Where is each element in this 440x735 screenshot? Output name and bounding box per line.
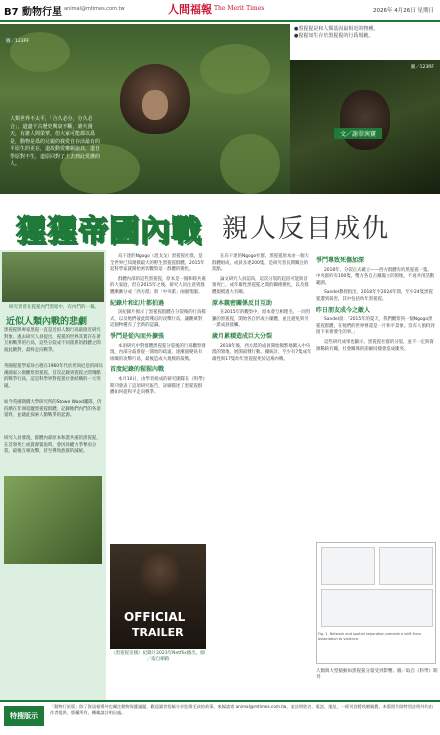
- article-paragraph: Sandel教授指出，2018年至2024年間，至少24隻黑猩猩遭到殺害，其中包括幼年黑猩猩。: [316, 290, 433, 302]
- left-sidebar-paragraph: 如今英國劍橋大學研究所的Stowe Wood團隊，仍持續在非洲追蹤黑猩猩群體，記錄牠們內鬥的各項資料，並藉此探索人類戰爭的起源。: [4, 400, 102, 419]
- footer-notice: 「動物行星版」除了資訊報導外也關注動物保護議題，歡迎讀者投稿分享您與毛孩的故事。來稿請寄 animal@mtimes.com.tw，並註明姓名、電話、地址，一經刊登將致贈稿費。本版照片除特別註明外均由作者提供，版權所有，轉載請註明出處。: [50, 704, 433, 715]
- article-paragraph: 論文研究人員認爲，這次分裂的起因可能與首領死亡、成年雄性黑猩猩之間的關係變化，以及群體規模過大有關。: [212, 276, 309, 295]
- article-paragraph: 本月10日，由學者組成的研究團隊在《科學》期刊發表了這項研究報告，詳細描述了黑猩猩群體如何從和平走向戰爭。: [110, 376, 205, 396]
- author-tag: 文／謝翠茜寶: [334, 128, 382, 139]
- article-paragraph: 這些研究成果也顯示，黑猩猩社群的分裂，並不一定與資源稀缺有關，社會關係的崩解同樣會造成衝突。: [316, 339, 434, 352]
- trailer-line-1: OFFICIAL: [124, 610, 186, 624]
- article-paragraph: 烏干達的Ngogo（恩戈戈）黑猩猩社群，是全世界已知規模最大的野生黑猩猩群體。2015年起科學家就開始密切觀察這一群體的變化。: [110, 254, 205, 273]
- article-paragraph: Sandel說：「2015年的夏天，我們觀察到一個Ngogo黑猩猩群體，在牠們的世界裡還是一片和平景象。沒有人預料到接下來會發生的事。」: [316, 317, 435, 336]
- research-figure: [316, 542, 436, 664]
- hero-caption: 人類世界不太平，「合久必分，分久必合」，道盡千古歷史興衰不斷，誰火漫天，有誰人間榮華，但大家可能都以爲是，動物是爲的兄親的我愛自存活最有的平原生的更在，道故動愛權願說其，道自學原對不生，道原回對了上去到此愛護的人。: [10, 116, 101, 167]
- headline-primary: 猩猩帝國內戰: [16, 214, 202, 249]
- article-paragraph: 2018年，分裂正式確立——西方群體有約黑猩猩一隻。中央群約有100隻。雙方各自占據獨立的領地，不再共用活動範圍。: [316, 267, 435, 286]
- top-right-credit: 圖／123RF: [410, 65, 434, 70]
- page-header: [0, 0, 440, 22]
- subheading: 昨日朋友成今之敵人: [316, 306, 371, 314]
- trailer-line-2: TRAILER: [132, 626, 184, 639]
- left-sidebar-photo: [2, 252, 104, 302]
- subheading: 首度紀錄的猩猩內戰: [110, 366, 165, 374]
- newspaper-logo: 人間福報: [168, 3, 212, 16]
- subheading: 歲月累積造成巨大分裂: [212, 332, 273, 340]
- headline-secondary: 親人反目成仇: [222, 214, 391, 244]
- trailer-caption: 《黑猩猩帝國》紀錄片2023年Netflix播出。圖／取自網路: [111, 651, 205, 662]
- footer-badge: 特搜版示: [4, 706, 44, 726]
- section-email[interactable]: animal@mtimes.com.tw: [64, 6, 125, 12]
- newspaper-logo-en: The Merit Times: [214, 5, 265, 12]
- article-paragraph: 2018年後，西方派的成員開始頻繁地闖入中央派的領地，展開殺戮行動。據統計，至少有7隻成年雄性與17隻幼年黑猩猩死於這場內戰。: [212, 343, 312, 362]
- issue-date: 2026年 4月26日 星期日: [373, 8, 434, 14]
- article-column-4: [316, 254, 436, 356]
- left-sidebar-photo-caption: 研究者曾在猩猩內鬥黑暗中，有內鬥的一幕。: [9, 305, 99, 310]
- chimp-face-illustration: [340, 90, 390, 150]
- figure-title: Fig. 1. Network and spatial separation precede a shift from association to violence.: [318, 632, 421, 641]
- article-paragraph: 在烏干達的Ngogo社群，黑猩猩原本由一個大群體組成，成員多達200隻，是研究者長期關注的焦點。: [212, 254, 309, 273]
- article-column-2: [110, 254, 206, 400]
- subheading: 爭鬥專致死傷加深: [316, 257, 365, 264]
- section-title: B7 動物行星: [4, 7, 63, 18]
- hero-photo: [0, 24, 290, 194]
- article-paragraph: 群體內部的這些黑猩猩，原本是一個和睦共處的大家庭，但在2015年之後，研究人員注意到群體漸漸分成「西方派」與「中央派」兩個集團。: [110, 276, 206, 295]
- subheading: 爭鬥是從內而外擴張: [110, 332, 165, 340]
- chimp-portrait-illustration: [140, 550, 180, 600]
- hero-credit: 圖／123RF: [6, 39, 30, 44]
- article-paragraph: 該紀錄片揭示了黑猩猩群體在分裂後的行爲模式，以及牠們彼此間殘忍的攻擊行爲，讓觀眾對這個物種有了全新的認識。: [110, 310, 206, 329]
- left-sidebar-paragraph: 黑猩猩與專家黑猩一直是近似人類行爲最接近研究對象。過去研究人員提出，猩猩的世界其實存在著互相戰爭的行爲，這些分裂成不同派系的群體之間彼此敵對，最終走向戰爭。: [4, 328, 101, 353]
- left-sidebar-photo-2: [4, 476, 102, 564]
- subheading: 原本親密關係反目互助: [212, 299, 273, 307]
- left-sidebar-paragraph: 研究人員發現，群體內部原本和諧共處的黑猩猩，在首領死亡或資源緊張時，會因爲權力爭奪而分裂，最後互相攻擊，甚至導致族群的滅絕。: [4, 436, 101, 455]
- article-paragraph: 本項研究中對群體黑猩猩分裂後的行爲觀察發現，內部分歧會從一開始的疏遠，逐漸演變爲有組織的攻擊行爲，最後造成大規模的殺戮。: [110, 343, 206, 362]
- subheading: 紀錄片和幻片都拍過: [110, 299, 165, 307]
- left-sidebar-paragraph: 英國猩猩學家珍古德在1960年代於坦尚尼亞的岡貝溪國家公園觀察黑猩猩，首次記錄到猩猩之間殘酷的戰爭行爲，這是科學界對猩猩社會結構的一大突破。: [4, 364, 103, 389]
- top-right-photo: [290, 60, 440, 194]
- figure-caption: 人類與大型猿猴如黑猩猩分裂受到影響。圖／取自《科學》期刊: [316, 669, 438, 680]
- top-right-bullets: ●黑猩猩是和人類基因最相近的物種。 ●猩猩如生存於黑猩猩的行爲規範。: [294, 26, 379, 39]
- article-column-3: [212, 254, 312, 366]
- left-sidebar-heading: 近似人類內戰的悲劇: [6, 317, 88, 327]
- trailer-photo: [110, 544, 206, 649]
- article-paragraph: 在2015年的觀察中，原本會互相理毛、一同狩獵的黑猩猩，開始各自形成小團體，並且避免與另一派成員接觸。: [212, 310, 311, 329]
